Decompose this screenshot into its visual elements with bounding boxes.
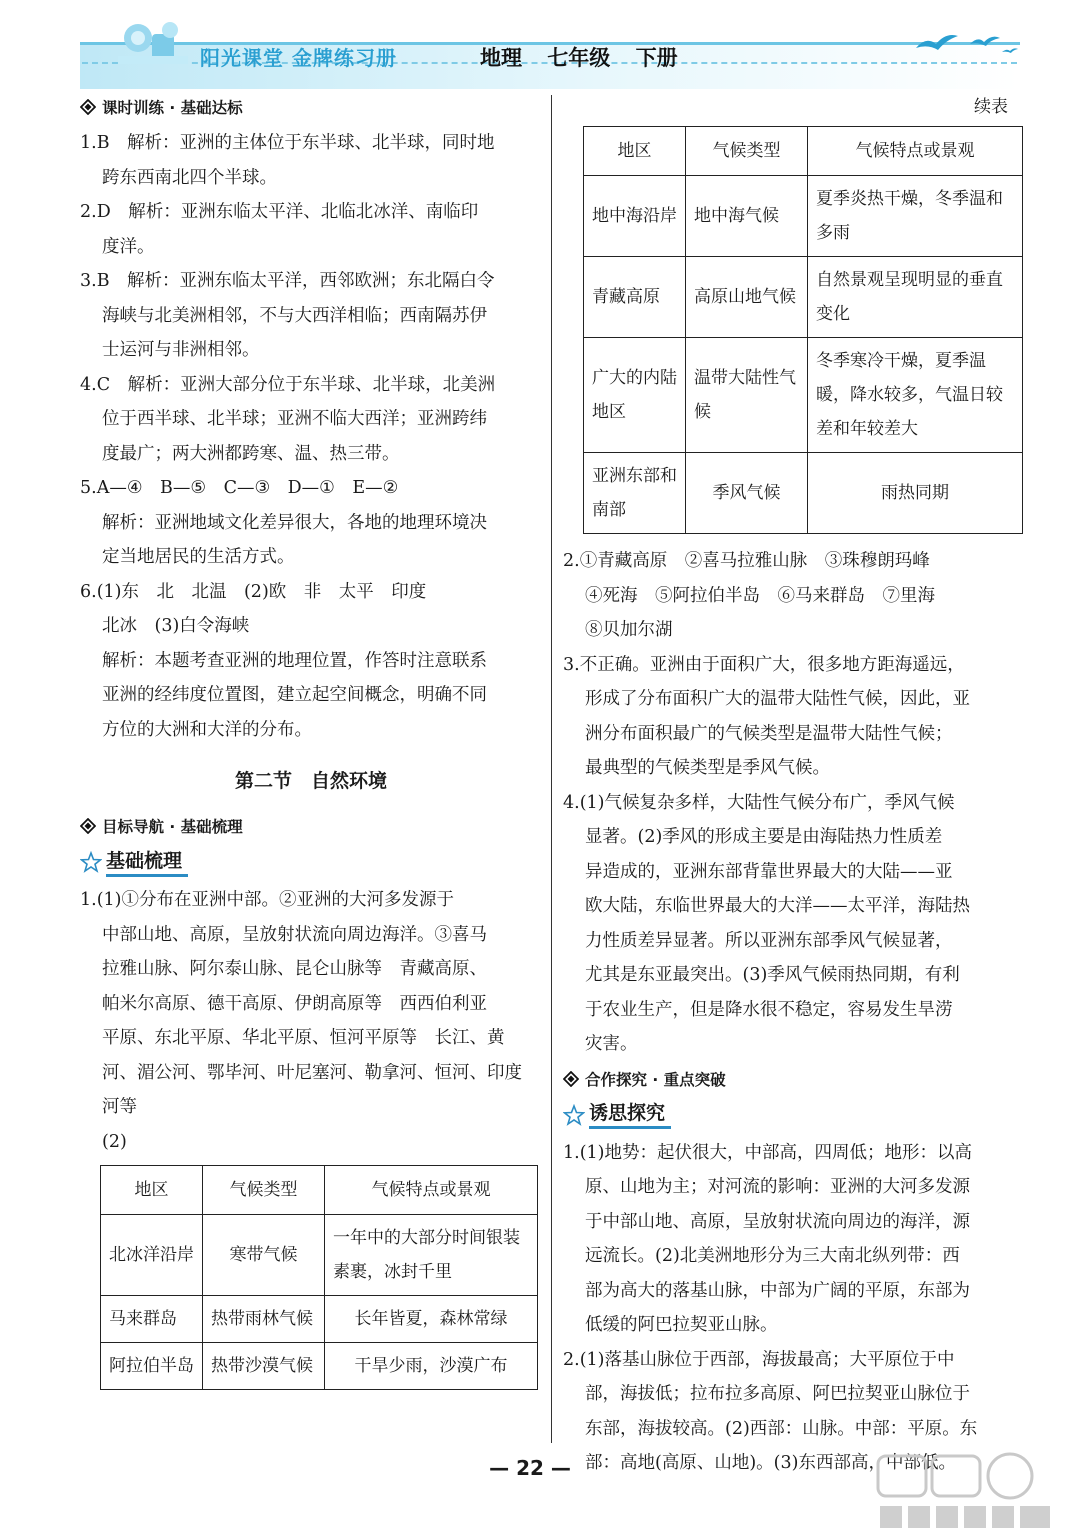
- table-row: 阿拉伯半岛 热带沙漠气候 干旱少雨，沙漠广布: [101, 1343, 538, 1390]
- section-heading: 合作探究 · 重点突破: [563, 1064, 1028, 1094]
- table-header: 气候类型: [203, 1166, 325, 1215]
- answer-line: 4.C 解析：亚洲大部分位于东半球、北半球，北美洲: [80, 374, 496, 395]
- answer-line: 平原、东北平原、华北平原、恒河平原等 长江、黄: [102, 1028, 505, 1048]
- climate-table-continued: [583, 126, 1023, 534]
- watermark-logo-icon: [870, 1450, 1060, 1534]
- answer-line: 2.D 解析：亚洲东临太平洋、北临北冰洋、南临印: [80, 202, 479, 222]
- answer-line: 洲分布面积最广的气候类型是温带大陆性气候；: [585, 723, 953, 744]
- answer-line: 异造成的，亚洲东部背靠世界最大的大陆——亚: [585, 861, 953, 882]
- answer-line: 解析：本题考查亚洲的地理位置，作答时注意联系: [102, 650, 487, 671]
- page-header: [70, 14, 1025, 78]
- answer-line: 中部山地、高原，呈放射状流向周边海洋。③喜马: [102, 924, 487, 945]
- right-column: [563, 92, 1028, 1481]
- answer-line: ④死海 ⑤阿拉伯半岛 ⑥马来群岛 ⑦里海: [585, 585, 935, 606]
- answer-line: ⑧贝加尔湖: [585, 620, 673, 640]
- subsection-heading: 诱思探究: [563, 1098, 1028, 1132]
- subsection-heading: 基础梳理: [80, 845, 542, 879]
- answer-line: 跨东西南北四个半球。: [102, 167, 277, 188]
- section-heading: 课时训练 · 基础达标: [80, 92, 542, 122]
- table-row: 广大的内陆地区 温带大陆性气候 冬季寒冷干燥，夏季温暖，降水较多，气温日较差和年较差大: [584, 338, 1023, 453]
- answer-line: 原、山地为主；对河流的影响：亚洲的大河多发源: [585, 1177, 970, 1197]
- answer-line: 显著。(2)季风的形成主要是由海陆热力性质差: [585, 827, 943, 847]
- diamond-icon: [563, 1071, 579, 1087]
- diamond-icon: [80, 99, 96, 115]
- answer-line: 2.①青藏高原 ②喜马拉雅山脉 ③珠穆朗玛峰: [563, 551, 930, 571]
- answer-line: 于中部山地、高原，呈放射状流向周边的海洋，源: [585, 1211, 970, 1232]
- birds-icon: [910, 22, 1020, 62]
- page-number: — 22 —: [489, 1456, 571, 1480]
- answer-line: 度最广；两大洲都跨寒、温、热三带。: [102, 443, 400, 464]
- table-row: 青藏高原 高原山地气候 自然景观呈现明显的垂直变化: [584, 257, 1023, 338]
- diamond-icon: [80, 818, 96, 834]
- answer-line: 低缓的阿巴拉契亚山脉。: [585, 1315, 778, 1335]
- answer-line: 于农业生产，但是降水很不稳定，容易发生旱涝: [585, 999, 953, 1020]
- answer-line: 位于西半球、北半球；亚洲不临大西洋；亚洲跨纬: [102, 409, 487, 429]
- table-header: 气候特点或景观: [325, 1166, 538, 1215]
- answer-line: 亚洲的经纬度位置图，建立起空间概念，明确不同: [102, 685, 487, 705]
- table-header: 地区: [584, 127, 686, 176]
- answer-line: 部为高大的落基山脉，中部为广阔的平原，东部为: [585, 1280, 970, 1301]
- answer-line: 1.(1)地势：起伏很大，中部高，四周低；地形：以高: [563, 1142, 972, 1163]
- chapter-title: 第二节 自然环境: [234, 770, 387, 792]
- section-heading: 目标导航 · 基础梳理: [80, 811, 542, 841]
- answer-line: 部：高地(高原、山地)。(3)东西部高，中部低。: [585, 1453, 956, 1473]
- answer-line: 形成了分布面积广大的温带大陆性气候，因此，亚: [585, 689, 970, 709]
- answer-line: 部，海拔低；拉布拉多高原、阿巴拉契亚山脉位于: [585, 1384, 970, 1404]
- answer-line: 6.(1)东 北 北温 (2)欧 非 太平 印度: [80, 581, 427, 602]
- column-divider: [551, 95, 552, 1443]
- answer-line: 方位的大洲和大洋的分布。: [102, 719, 312, 740]
- subject-title: 地理 七年级 下册: [480, 46, 678, 70]
- star-icon: [80, 851, 102, 873]
- star-icon: [563, 1104, 585, 1126]
- answer-line: 拉雅山脉、阿尔泰山脉、昆仑山脉等 青藏高原、: [102, 959, 487, 979]
- answer-line: 力性质差异显著。所以亚洲东部季风气候显著，: [585, 930, 953, 951]
- answer-line: 北冰 (3)白令海峡: [102, 616, 250, 636]
- answer-line: 海峡与北美洲相邻，不与大西洋相临；西南隔苏伊: [102, 305, 487, 326]
- cartoon-logo-icon: [108, 16, 198, 68]
- table-continued-label: 续表: [974, 97, 1008, 117]
- answer-line: 2.(1)落基山脉位于西部，海拔最高；大平原位于中: [563, 1349, 955, 1370]
- answer-line: 东部，海拔较高。(2)西部：山脉。中部：平原。东: [585, 1418, 978, 1439]
- answer-line: 3.B 解析：亚洲东临太平洋，西邻欧洲；东北隔白令: [80, 271, 495, 291]
- table-header: 气候类型: [686, 127, 808, 176]
- answer-line: 河等: [102, 1097, 137, 1117]
- answer-line: 解析：亚洲地域文化差异很大，各地的地理环境决: [102, 512, 487, 533]
- table-row: 北冰洋沿岸 寒带气候 一年中的大部分时间银装素裹，冰封千里: [101, 1215, 538, 1296]
- answer-line: 帕米尔高原、德干高原、伊朗高原等 西西伯利亚: [102, 993, 487, 1014]
- answer-line: 远流长。(2)北美洲地形分为三大南北纵列带：西: [585, 1246, 960, 1266]
- answer-line: 1.B 解析：亚洲的主体位于东半球、北半球，同时地: [80, 133, 495, 153]
- answer-line: 尤其是东亚最突出。(3)季风气候雨热同期，有利: [585, 965, 960, 985]
- answer-line: 5.A—④ B—⑤ C—③ D—① E—②: [80, 478, 399, 498]
- answer-line: 定当地居民的生活方式。: [102, 547, 295, 567]
- answer-line: 最典型的气候类型是季风气候。: [585, 758, 830, 778]
- answer-line: 3.不正确。亚洲由于面积广大，很多地方距海遥远，: [563, 654, 965, 675]
- climate-table: [100, 1165, 538, 1390]
- answer-line: (2): [102, 1131, 127, 1152]
- answer-line: 欧大陆，东临世界最大的大洋——太平洋，海陆热: [585, 896, 970, 916]
- table-row: 地中海沿岸 地中海气候 夏季炎热干燥，冬季温和多雨: [584, 176, 1023, 257]
- answer-line: 河、湄公河、鄂毕河、叶尼塞河、勒拿河、恒河、印度: [102, 1062, 522, 1083]
- table-row: 马来群岛 热带雨林气候 长年皆夏，森林常绿: [101, 1296, 538, 1343]
- left-column: [80, 92, 542, 1390]
- table-header: 气候特点或景观: [808, 127, 1023, 176]
- answer-line: 度洋。: [102, 236, 155, 257]
- table-row: 亚洲东部和南部 季风气候 雨热同期: [584, 453, 1023, 534]
- series-title: 阳光课堂 金牌练习册: [200, 46, 397, 70]
- answer-line: 1.(1)①分布在亚洲中部。②亚洲的大河多发源于: [80, 890, 454, 910]
- answer-line: 4.(1)气候复杂多样，大陆性气候分布广，季风气候: [563, 792, 955, 813]
- answer-line: 士运河与非洲相邻。: [102, 340, 260, 360]
- answer-line: 灾害。: [585, 1034, 638, 1054]
- table-header: 地区: [101, 1166, 203, 1215]
